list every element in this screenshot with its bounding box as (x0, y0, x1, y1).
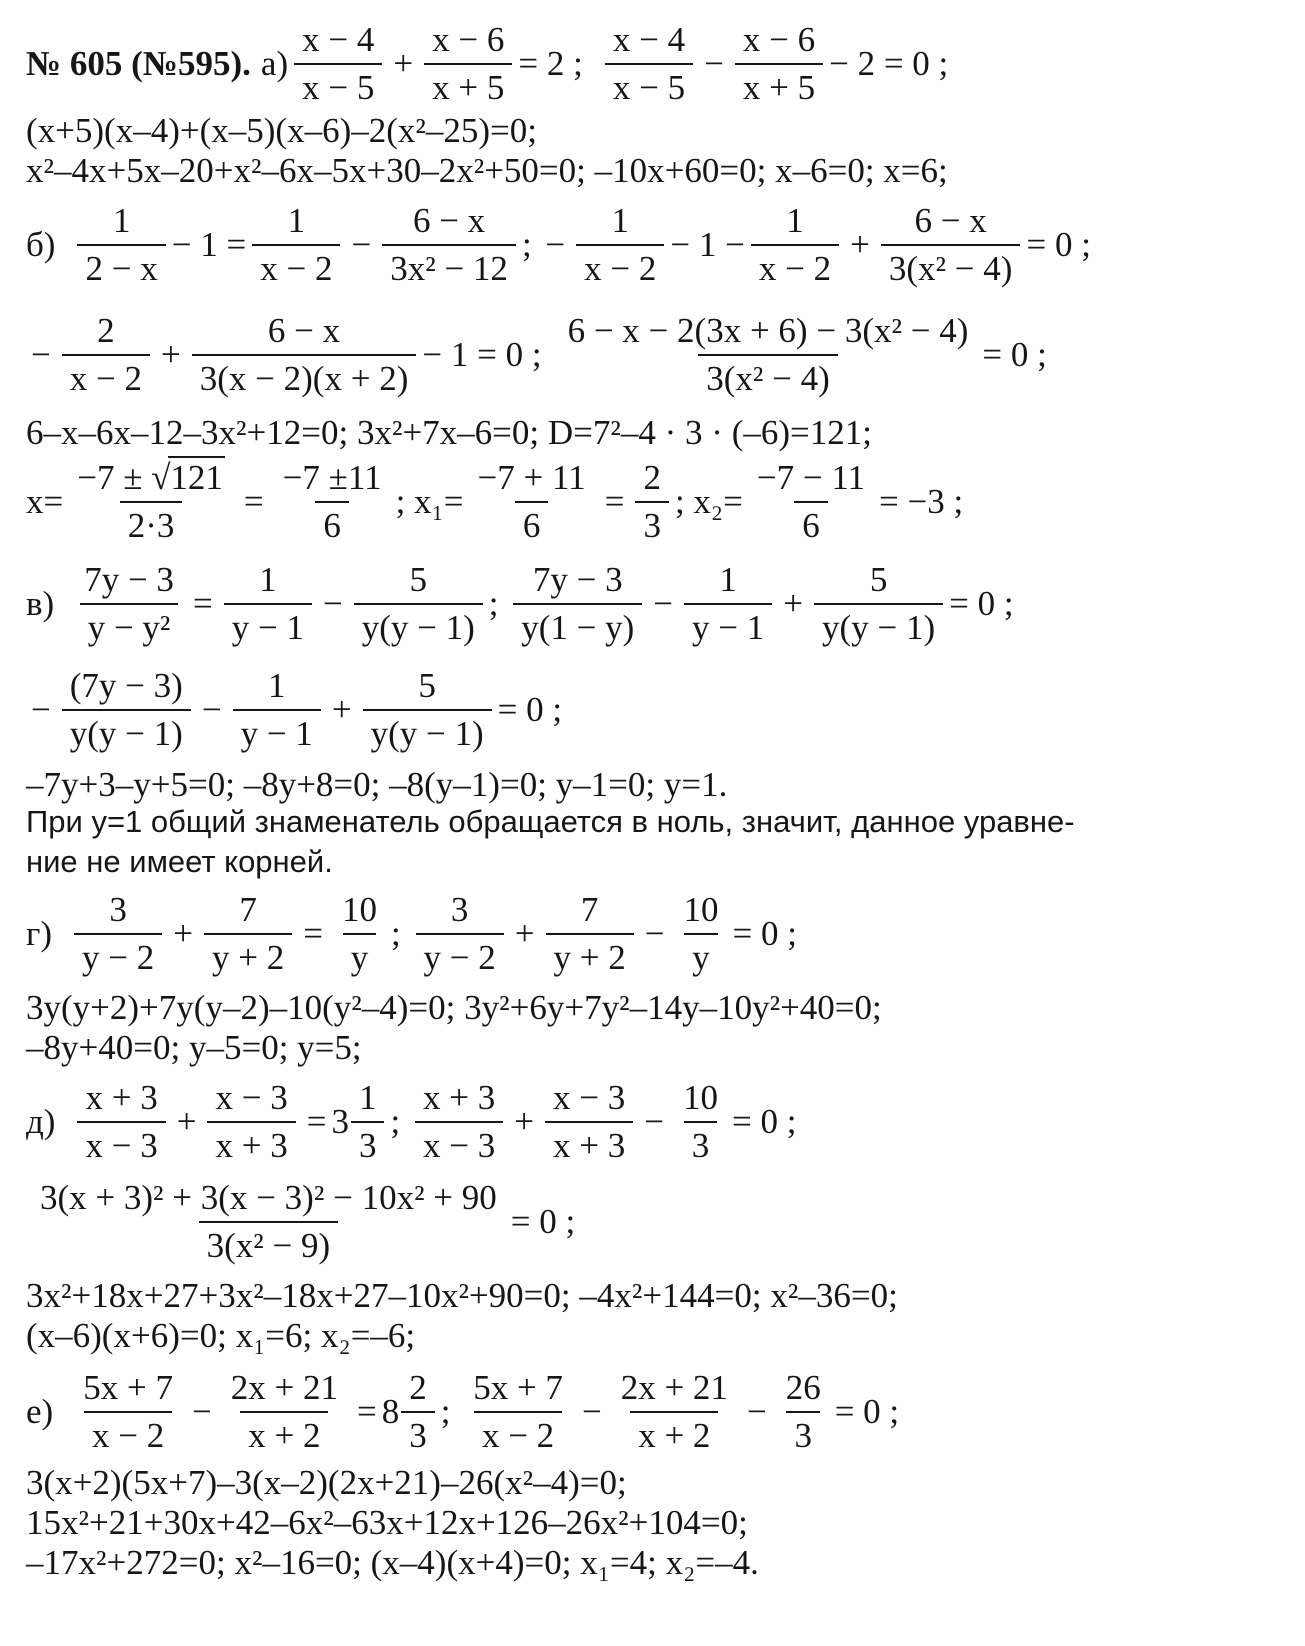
fraction: $\frac{7y - 3}{y(1 - y)}$ (513, 562, 642, 645)
fraction: $\frac{-7 + 11}{6}$ (477, 458, 586, 545)
fraction: $\frac{x - 6}{x + 5}$ (424, 22, 512, 105)
fraction: $\frac{5}{y(y - 1)}$ (354, 562, 483, 645)
fraction: $\frac{6 - x}{\text{3(x² − 4)}}$ (881, 203, 1021, 286)
part-a-label: а) (260, 44, 289, 83)
fraction: $\frac{1}{y - 1}$ (684, 562, 772, 645)
text-line: x²–4x+5x–20+x²–6x–5x+30–2x²+50=0; –10x+60=0; x–6=0; x=6; (26, 151, 948, 190)
part-g-equation: г) $\frac{3}{y - 2}$ + $\frac{7}{y + 2}$ = $\frac{10}{y}$ ; $\frac{3}{y - 2}$ + $\frac{7}{y + 2}$ − $\frac{10}{y}$ = 0 ; (26, 890, 797, 977)
fraction: $\frac{x - 4}{x - 5}$ (294, 22, 382, 105)
sqrt-radicand: 121 (170, 458, 223, 497)
fraction: $\frac{5x + 7}{x - 2}$ (83, 1368, 173, 1455)
fraction: $\frac{\text{3(x + 3)² + 3(x − 3)² − 10x² + 90}}{\text{3(x² − 9)}}$ (40, 1178, 497, 1265)
fraction: $\frac{7}{y + 2}$ (546, 892, 634, 975)
fraction: $\frac{x + 3}{x - 3}$ (415, 1080, 503, 1163)
part-e-equation: е) $\frac{5x + 7}{x - 2}$ − $\frac{2x + 21}{x + 2}$ = 8 $\frac{2}{3}$ ; $\frac{5x + 7}{x - 2}$ − $\frac{2x + 21}{x + 2}$ − $\frac{26}{3}$ = 0 ; (26, 1368, 900, 1455)
text-line: –8y+40=0; y–5=0; y=5; (26, 1028, 362, 1067)
fraction: $\frac{1}{y - 1}$ (224, 562, 312, 645)
fraction: $\frac{2x + 21}{x + 2}$ (230, 1368, 338, 1455)
part-b-roots: x= $\frac{-7 \pm √121}{2\cdot 3}$ = $\frac{-7 \pm 11}{6}$ ; x₁= $\frac{-7 + 11}{6}$ = $\frac{2}{3}$ ; x₂= $\frac{-7 - 11}{6}$ = −3 ; (26, 458, 964, 545)
text-line: 3x²+18x+27+3x²–18x+27–10x²+90=0; –4x²+144=0; x²–36=0; (26, 1276, 898, 1315)
part-d-equation-2: $\frac{\text{3(x + 3)² + 3(x − 3)² − 10x² + 90}}{\text{3(x² − 9)}}$ = 0 ; (26, 1180, 575, 1263)
fraction: $\frac{x - 6}{x + 5}$ (735, 22, 823, 105)
text-line: (x+5)(x–4)+(x–5)(x–6)–2(x²–25)=0; (26, 111, 537, 150)
part-d-equation: д) $\frac{x + 3}{x - 3}$ + $\frac{x - 3}{x + 3}$ = 3 $\frac{1}{3}$ ; $\frac{x + 3}{x - 3}$ + $\frac{x - 3}{x + 3}$ − $\frac{10}{3}$ = 0 ; (26, 1078, 797, 1165)
fraction: $\frac{3}{y - 2}$ (416, 892, 504, 975)
fraction: $\frac{6 - x}{3(x - 2)(x + 2)}$ (192, 313, 417, 396)
fraction: $\frac{2}{x - 2}$ (62, 313, 150, 396)
fraction: $\frac{26}{3}$ (785, 1368, 821, 1455)
text-line: 3y(y+2)+7y(y–2)–10(y²–4)=0; 3y²+6y+7y²–14y–10y²+40=0; (26, 988, 882, 1027)
fraction: $\frac{10}{3}$ (682, 1078, 718, 1165)
part-v-equation-2: − $\frac{(7y - 3)}{y(y - 1)}$ − $\frac{1}{y - 1}$ + $\frac{5}{y(y - 1)}$ = 0 ; (31, 666, 563, 753)
fraction: $\frac{x - 3}{x + 3}$ (207, 1080, 295, 1163)
text-line: (x–6)(x+6)=0; x₁=6; x₂=–6; (26, 1316, 416, 1355)
fraction: $\frac{1}{x - 2}$ (576, 203, 664, 286)
fraction: $\frac{\text{6 − x − 2(3x + 6) − 3(x² − 4)}}{\text{3(x² − 4)}}$ (567, 311, 969, 398)
fraction: $\frac{1}{2 - x}$ (77, 203, 165, 286)
text-line: –7y+3–y+5=0; –8y+8=0; –8(y–1)=0; y–1=0; y=1. (26, 765, 728, 804)
fraction: $\frac{5}{y(y - 1)}$ (363, 668, 492, 751)
fraction: $\frac{6 - x}{\text{3x² − 12}}$ (382, 203, 516, 286)
text-line: 6–x–6x–12–3x²+12=0; 3x²+7x–6=0; D=7²–4 · 3 · (–6)=121; (26, 413, 872, 452)
fraction: $\frac{2}{3}$ (635, 460, 669, 543)
fraction: $\frac{-7 - 11}{6}$ (756, 458, 866, 545)
fraction: $\frac{x - 4}{x - 5}$ (605, 22, 693, 105)
part-a-equation: № 605 (№595). а) $\frac{x - 4}{x - 5}$ + $\frac{x - 6}{x + 5}$ = 2 ; $\frac{x - 4}{x - 5}$ − $\frac{x - 6}{x + 5}$ − 2 = 0 ; (26, 20, 949, 107)
fraction: $\frac{7y - 3}{\text{y − y²}}$ (76, 562, 182, 645)
text-line: ние не имеет корней. (26, 844, 333, 879)
fraction: $\frac{-7 \pm 11}{6}$ (282, 458, 382, 545)
text-line: 15x²+21+30x+42–6x²–63x+12x+126–26x²+104=0; (26, 1503, 748, 1542)
text-line: При y=1 общий знаменатель обращается в ноль, значит, данное уравне- (26, 804, 1075, 839)
fraction: $\frac{5}{y(y - 1)}$ (814, 562, 943, 645)
fraction: $\frac{2x + 21}{x + 2}$ (620, 1368, 728, 1455)
fraction: $\frac{1}{x - 2}$ (751, 203, 839, 286)
part-b-label: б) (26, 225, 56, 264)
mixed-number: 3 $\frac{1}{3}$ (331, 1080, 390, 1163)
fraction: $\frac{10}{y}$ (342, 890, 378, 977)
problem-number: № 605 (№595). (26, 44, 251, 83)
fraction: $\frac{x - 3}{x + 3}$ (545, 1080, 633, 1163)
text-line: –17x²+272=0; x²–16=0; (x–4)(x+4)=0; x₁=4; x₂=–4. (26, 1543, 759, 1582)
fraction: $\frac{3}{y - 2}$ (74, 892, 162, 975)
part-b-equation-2: − $\frac{2}{x - 2}$ + $\frac{6 - x}{3(x - 2)(x + 2)}$ − 1 = 0 ; $\frac{\text{6 − x − 2(3x + 6) − 3(x² − 4)}}{\text{3(x² − 4)}}$ = 0 ; (31, 311, 1047, 398)
fraction: $\frac{5x + 7}{x - 2}$ (473, 1368, 563, 1455)
part-g-label: г) (26, 914, 53, 953)
mixed-number: 8 $\frac{2}{3}$ (382, 1370, 441, 1453)
fraction: $\frac{7}{y + 2}$ (204, 892, 292, 975)
part-d-label: д) (26, 1102, 56, 1141)
part-v-label: в) (26, 584, 55, 623)
part-b-equation: б) $\frac{1}{2 - x}$ − 1 = $\frac{1}{x - 2}$ − $\frac{6 - x}{\text{3x² − 12}}$ ; − $\frac{1}{x - 2}$ − 1 − $\frac{1}{x - 2}$ + $\frac{6 - x}{\text{3(x² − 4)}}$ = 0 ; (26, 201, 1091, 288)
fraction: $\frac{-7 \pm √121}{2\cdot 3}$ (77, 458, 223, 545)
fraction: $\frac{x + 3}{x - 3}$ (77, 1080, 165, 1163)
fraction: $\frac{10}{y}$ (683, 890, 719, 977)
part-e-label: е) (26, 1392, 54, 1431)
text-line: 3(x+2)(5x+7)–3(x–2)(2x+21)–26(x²–4)=0; (26, 1463, 627, 1502)
fraction: $\frac{(7y - 3)}{y(y - 1)}$ (62, 668, 191, 751)
fraction: $\frac{1}{y - 1}$ (233, 668, 321, 751)
fraction: $\frac{1}{x - 2}$ (252, 203, 340, 286)
part-v-equation: в) $\frac{7y - 3}{\text{y − y²}}$ = $\frac{1}{y - 1}$ − $\frac{5}{y(y - 1)}$ ; $\frac{7y - 3}{y(1 - y)}$ − $\frac{1}{y - 1}$ + $\frac{5}{y(y - 1)}$ = 0 ; (26, 560, 1014, 647)
